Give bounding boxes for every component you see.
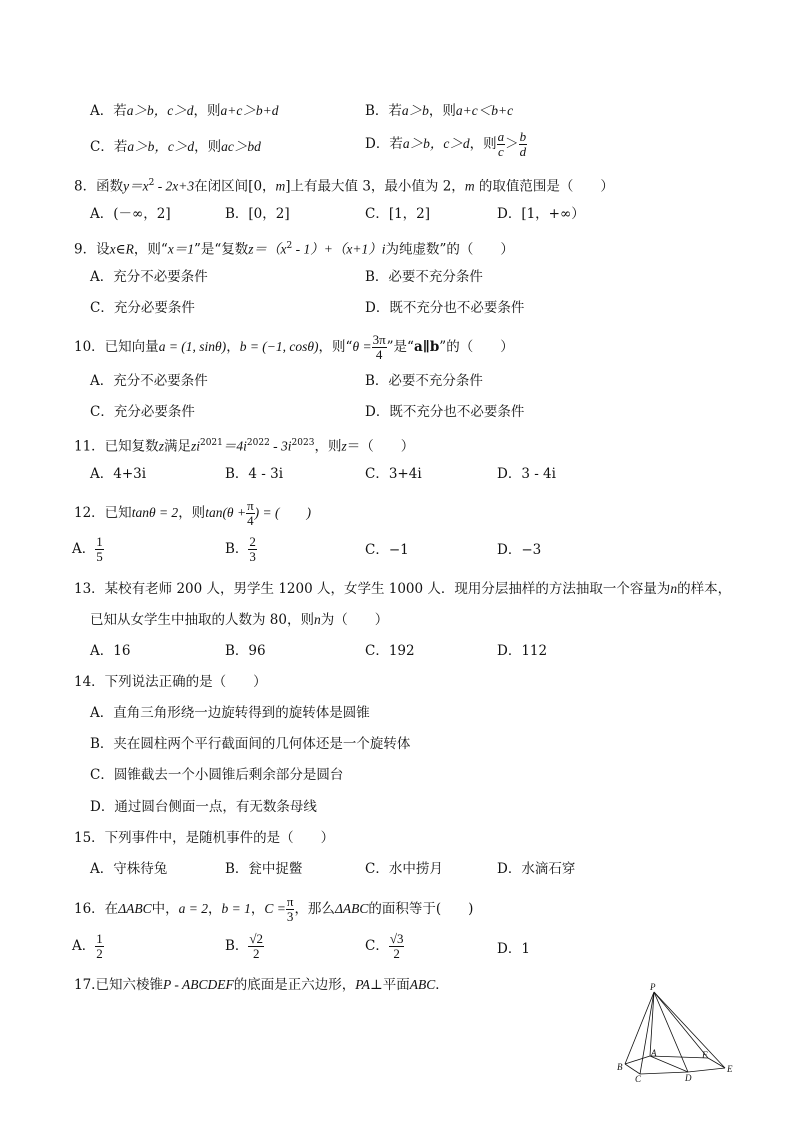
fraction: $\frac{2}{3}$	[249, 534, 256, 564]
q14-option-b: B．夹在圆柱两个平行截面间的几何体还是一个旋转体	[90, 736, 411, 752]
q12-stem: 12．已知tanθ = 2，则tan(θ + $\frac{\pi}{4}$ ) = ( )	[74, 498, 311, 528]
q11-option-c: C．3+4i	[365, 466, 422, 482]
q15-option-a: A．守株待兔	[90, 861, 168, 877]
q11-option-b: B．4 - 3i	[225, 466, 284, 482]
edge-ba	[625, 1056, 650, 1064]
q8-option-a: A．(－∞，2]	[90, 206, 171, 222]
q14-option-c: C．圆锥截去一个小圆锥后剩余部分是圆台	[90, 767, 344, 783]
fraction: $\frac{\pi}{3}$	[286, 894, 294, 924]
label-a: A	[651, 1048, 657, 1058]
q11-stem: 11．已知复数z满足$zi^{2021}=4i^{2022} - 3i^{2023}$，则z＝（ ）	[74, 438, 415, 455]
q15-stem: 15．下列事件中，是随机事件的是（ ）	[74, 830, 335, 846]
q12-option-a: A． $\frac{1}{5}$	[72, 534, 103, 564]
q8-option-b: B．[0，2]	[225, 206, 290, 222]
q13-option-a: A．16	[90, 643, 131, 659]
q7-option-d: D．若a＞b，c＞d，则 $\frac{a}{c}$ ＞ $\frac{b}{d}$	[365, 129, 527, 159]
edge-pc	[640, 992, 654, 1074]
edge-pb	[625, 992, 654, 1064]
q9-option-a: A．充分不必要条件	[90, 269, 208, 285]
fraction: $\frac{1}{2}$	[96, 931, 103, 961]
q9-option-d: D．既不充分也不必要条件	[365, 300, 525, 316]
fraction: $\frac{√3}{2}$	[389, 931, 404, 961]
q15-option-d: D．水滴石穿	[497, 861, 576, 877]
q10-option-c: C．充分必要条件	[90, 404, 195, 420]
edge-pf	[654, 992, 708, 1058]
q10-option-d: D．既不充分也不必要条件	[365, 404, 525, 420]
fraction: $\frac{1}{5}$	[96, 534, 103, 564]
label-p: P	[650, 982, 656, 992]
q14-option-a: A．直角三角形绕一边旋转得到的旋转体是圆锥	[90, 705, 370, 721]
fraction: $\frac{3\pi}{4}$	[372, 332, 386, 362]
q12-option-c: C．−1	[365, 542, 409, 558]
edge-af	[650, 1056, 708, 1058]
fraction: $\frac{√2}{2}$	[249, 931, 264, 961]
fraction: $\frac{\pi}{4}$	[247, 498, 254, 528]
q15-option-b: B．瓮中捉鳖	[225, 861, 303, 877]
q15-option-c: C．水中捞月	[365, 861, 443, 877]
fraction: $\frac{a}{c}$	[497, 129, 505, 159]
edge-ef	[708, 1058, 725, 1068]
label-b: B	[617, 1062, 623, 1072]
q13-option-d: D．112	[497, 643, 548, 659]
q9-option-b: B．必要不充分条件	[365, 269, 483, 285]
fraction: $\frac{b}{d}$	[519, 129, 527, 159]
q8-option-c: C．[1，2]	[365, 206, 431, 222]
q7-option-b: B．若a＞b，则a+c＜b+c	[365, 103, 514, 119]
q16-option-d: D．1	[497, 941, 530, 957]
q11-option-d: D．3 - 4i	[497, 466, 556, 482]
q7-option-c: C．若a＞b，c＞d，则ac＞bd	[90, 139, 261, 155]
q16-option-a: A． $\frac{1}{2}$	[72, 931, 103, 961]
hexagonal-pyramid-figure	[610, 982, 740, 1082]
q16-option-b: B． $\frac{√2}{2}$	[225, 931, 264, 961]
q13-stem-line2: 已知从女学生中抽取的人数为 80，则n为（ ）	[90, 612, 389, 628]
q16-option-c: C． $\frac{√3}{2}$	[365, 931, 404, 961]
q16-stem: 16．在ΔABC中，a = 2，b = 1，C = $\frac{\pi}{3}$ ，那么ΔABC的面积等于( )	[74, 894, 474, 924]
q9-stem: 9．设x∈R，则“x＝1”是“复数$z=(x^2 - 1)+(x+1)i$为纯虚数”的（ ）	[74, 241, 514, 258]
label-c: C	[635, 1074, 642, 1082]
edge-cd	[640, 1072, 688, 1074]
q14-stem: 14．下列说法正确的是（ ）	[74, 674, 267, 690]
q13-stem-line1: 13．某校有老师 200 人，男学生 1200 人，女学生 1000 人．现用分层抽样的方法抽取一个容量为n的样本，	[74, 581, 732, 597]
q10-stem: 10．已知向量a = (1, sinθ)，b = (−1, cosθ)，则“θ = $\frac{3\pi}{4}$ ”是“a∥b”的（ ）	[74, 332, 514, 362]
q13-option-c: C．192	[365, 643, 415, 659]
label-f: F	[702, 1050, 708, 1060]
edge-de	[688, 1068, 725, 1072]
q8-option-d: D．[1，+∞）	[497, 206, 585, 222]
q8-stem: 8．函数$y=x^2 - 2x+3$在闭区间[0，m]上有最大值 3，最小值为 2，m 的取值范围是（ ）	[74, 178, 614, 195]
edge-bc	[625, 1064, 640, 1074]
q14-option-d: D．通过圆台侧面一点，有无数条母线	[90, 799, 317, 815]
q12-option-d: D．−3	[497, 542, 542, 558]
q12-option-b: B． $\frac{2}{3}$	[225, 534, 256, 564]
q13-option-b: B．96	[225, 643, 266, 659]
label-d: D	[685, 1073, 692, 1082]
q7-option-a: A．若a＞b，c＞d，则a+c＞b+d	[90, 103, 279, 119]
q10-option-b: B．必要不充分条件	[365, 373, 483, 389]
q9-option-c: C．充分必要条件	[90, 300, 195, 316]
label-e: E	[727, 1064, 733, 1074]
q11-option-a: A．4+3i	[90, 466, 147, 482]
q10-option-a: A．充分不必要条件	[90, 373, 208, 389]
q17-stem: 17.已知六棱锥P - ABCDEF的底面是正六边形，PA⊥平面ABC．	[74, 977, 449, 993]
